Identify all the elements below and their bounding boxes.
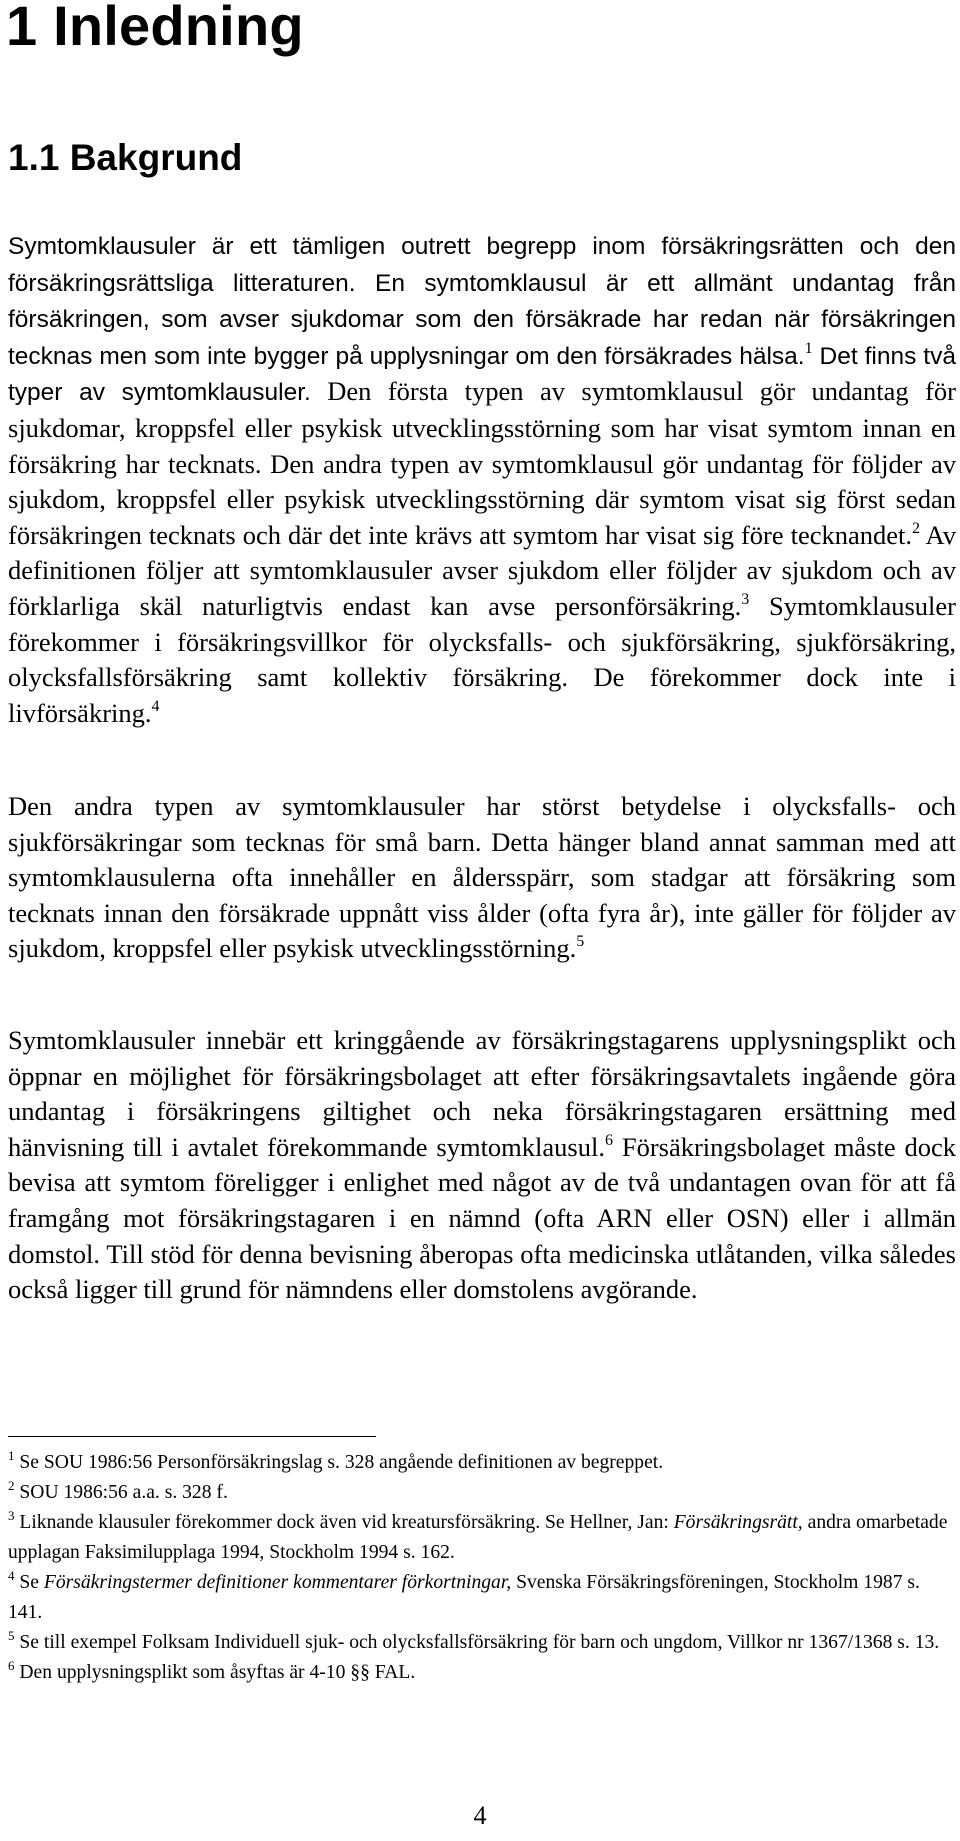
page-number: 4 [473,1801,487,1830]
footnote-6 [8,1658,948,1688]
footnote-book-title: Försäkringstermer definitioner kommentarer förkortningar, [43,1572,512,1593]
chapter-heading: 1 Inledning [6,0,304,57]
paragraph-3-sentence-1: Symtomklausuler innebär ett kringgående av försäkringstagarens upplysningsplikt och öppnar en möjlighet för försäkringsbolaget att efter försäkringsavtalets ingående göra undantag i försäkringens giltighet och neka försäkringstagaren ersättning med hänvisning till i avtalet förekommande symtomklausul. [8,1025,956,1162]
footnote-text-continued: andra omarbetade upplagan Faksimilupplaga 1994, Stockholm 1994 s. 162. [8,1512,948,1563]
footnote-number: 3 [8,1508,15,1523]
footnote-4 [8,1568,948,1628]
footnote-separator [8,1436,376,1437]
footnote-ref-4: 4 [151,697,160,715]
footnote-1 [8,1448,948,1478]
footnote-text: Den upplysningsplikt som åsyftas är 4-10 §§ FAL. [14,1662,416,1683]
footnote-text: Se till exempel Folksam Individuell sjuk- och olycksfallsförsäkring för barn och ungdom, Villkor nr 1367/1368 s. 13. [14,1632,940,1653]
footnote-5 [8,1628,948,1658]
paragraph-1 [8,228,956,731]
paragraph-3-sentence-2: Försäkringsbolaget måste dock bevisa att symtom föreligger i enlighet med något av de två undantagen ovan för att få framgång mot försäkringstagaren i en nämnd (ofta ARN eller OSN) eller i allmän domstol. Till stöd för denna bevisning åberopas ofta medicinska utlåtanden, vilka således också ligger till grund för nämndens eller domstolens avgörande. [8,1131,956,1305]
footnote-ref-5: 5 [576,933,585,951]
footnote-ref-3: 3 [741,590,750,608]
paragraph-1-sentence-2: Det finns två typer av symtomklausuler. [8,342,956,407]
footnote-3 [8,1508,948,1568]
paragraph-2-text: Den andra typen av symtomklausuler har störst betydelse i olycksfalls- och sjukförsäkringar som tecknas för små barn. Detta hänger bland annat samman med att symtomklausulerna ofta innehåller en åldersspärr, som stadgar att försäkring som tecknats innan den försäkrade uppnått viss ålder (ofta fyra år), inte gäller för följder av sjukdom, kroppsfel eller psykisk utvecklingsstörning. [8,791,956,964]
paragraph-1-sentence-5: Symtomklausuler förekommer i försäkringsvillkor för olycksfalls- och sjukförsäkring, sjukförsäkring, olycksfallsförsäkring samt kollektiv försäkring. De förekommer dock inte i livförsäkring. [8,590,957,728]
footnote-text: Se SOU 1986:56 Personförsäkringslag s. 328 angående definitionen av begreppet. [14,1452,664,1473]
footnote-number: 2 [8,1478,15,1493]
footnote-ref-1: 1 [804,339,813,357]
footnote-number: 5 [8,1628,15,1643]
paragraph-3 [8,1023,956,1308]
paragraph-1-sentence-4: Av definitionen följer att symtomklausuler avser sjukdom eller följder av sjukdom och av förklarliga skäl naturligtvis endast kan avse personförsäkring. [8,519,956,621]
footnote-2 [8,1478,948,1508]
footnote-ref-2: 2 [912,519,921,537]
footnote-text: Liknande klausuler förekommer dock även vid kreatursförsäkring. Se Hellner, Jan: [14,1512,674,1533]
footnote-number: 4 [8,1568,15,1583]
paragraph-1-sentence-1: Symtomklausuler är ett tämligen outrett begrepp inom försäkringsrätten och den försäkringsrättsliga litteraturen. En symtomklausul är ett allmänt undantag från försäkringen, som avser sjukdomar som den försäkrade har redan när försäkringen tecknas men som inte bygger på upplysningar om den försäkrades hälsa. [8,233,956,370]
footnote-number: 1 [8,1448,15,1463]
footnotes [8,1448,948,1688]
paragraph-2 [8,789,956,967]
footnote-text: Se [14,1572,44,1593]
paragraph-1-sentence-3: Den första typen av symtomklausul gör undantag för sjukdomar, kroppsfel eller psykisk utvecklingsstörning som har visat symtom innan en försäkring har tecknats. Den andra typen av symtomklausul gör undantag för följder av sjukdom, kroppsfel eller psykisk utvecklingsstörning där symtom visat sig först sedan försäkringen tecknats och där det inte krävs att symtom har visat sig före tecknandet. [8,376,957,550]
footnote-text-continued: Svenska Försäkringsföreningen, Stockholm 1987 s. 141. [8,1572,920,1623]
footnote-book-title: Försäkringsrätt, [673,1512,803,1533]
footnote-number: 6 [8,1658,15,1673]
footnote-ref-6: 6 [604,1131,613,1149]
footnote-text: SOU 1986:56 a.a. s. 328 f. [14,1482,228,1503]
section-heading: 1.1 Bakgrund [8,137,243,178]
